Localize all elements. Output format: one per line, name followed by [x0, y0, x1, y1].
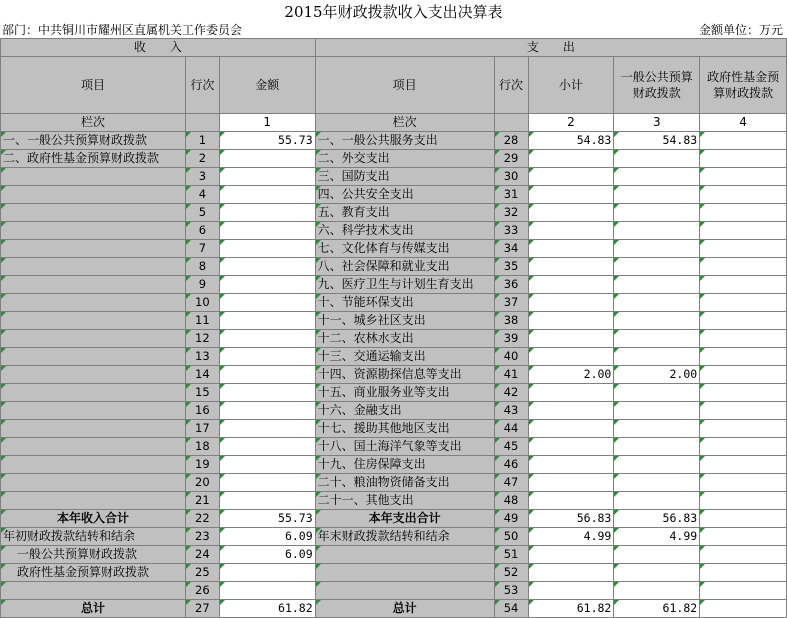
income-line-number: 3 [185, 168, 219, 186]
table-row [1, 474, 787, 492]
income-item-cell [1, 186, 186, 204]
income-item-cell [1, 258, 186, 276]
income-amount-cell [219, 474, 315, 492]
expense-general-cell: 2.00 [614, 366, 700, 384]
expense-item-cell: 二十一、其他支出 [315, 492, 494, 510]
income-amount-cell: 6.09 [219, 528, 315, 546]
expense-item-cell [315, 546, 494, 564]
table-row [1, 150, 787, 168]
income-item-cell [1, 474, 186, 492]
expense-line-number: 43 [494, 402, 528, 420]
income-line-number: 11 [185, 312, 219, 330]
column-index-row [1, 114, 787, 132]
table-row [1, 456, 787, 474]
expense-subtotal-cell [528, 312, 614, 330]
expense-subtotal-cell [528, 474, 614, 492]
income-amount-cell [219, 348, 315, 366]
income-amount-cell [219, 402, 315, 420]
expense-line-number: 50 [494, 528, 528, 546]
expense-item-cell: 四、公共安全支出 [315, 186, 494, 204]
income-amount-cell: 55.73 [219, 510, 315, 528]
expense-general-cell [614, 492, 700, 510]
income-line-number: 10 [185, 294, 219, 312]
expense-fund-cell [700, 582, 787, 600]
expense-fund-cell [700, 366, 787, 384]
expense-line-number: 39 [494, 330, 528, 348]
expense-subtotal-cell [528, 294, 614, 312]
income-item-cell [1, 204, 186, 222]
expense-line-number: 44 [494, 420, 528, 438]
income-line-number: 9 [185, 276, 219, 294]
expense-general-cell [614, 420, 700, 438]
expense-subtotal-cell: 2.00 [528, 366, 614, 384]
income-line-number: 7 [185, 240, 219, 258]
expense-item-cell: 八、社会保障和就业支出 [315, 258, 494, 276]
expense-subtotal-cell [528, 150, 614, 168]
expense-subtotal-cell [528, 168, 614, 186]
table-row [1, 528, 787, 546]
expense-item-cell: 九、医疗卫生与计划生育支出 [315, 276, 494, 294]
expense-general-cell [614, 564, 700, 582]
income-line-number: 14 [185, 366, 219, 384]
expense-line-header: 行次 [494, 57, 528, 114]
income-item-cell [1, 330, 186, 348]
expense-line-number: 54 [494, 600, 528, 618]
table-row [1, 258, 787, 276]
expense-line-number: 47 [494, 474, 528, 492]
expense-subtotal-cell [528, 456, 614, 474]
expense-fund-cell [700, 258, 787, 276]
income-line-number: 27 [185, 600, 219, 618]
expense-section-header: 支 出 [315, 39, 786, 57]
table-row [1, 510, 787, 528]
income-amount-cell [219, 420, 315, 438]
income-item-cell [1, 276, 186, 294]
expense-item-cell: 十七、援助其他地区支出 [315, 420, 494, 438]
expense-general-cell [614, 222, 700, 240]
section-header-row [1, 39, 787, 57]
income-section-header: 收 入 [1, 39, 316, 57]
table-row [1, 132, 787, 150]
expense-item-cell: 总计 [315, 600, 494, 618]
table-row [1, 204, 787, 222]
expense-fund-cell [700, 168, 787, 186]
expense-general-cell: 61.82 [614, 600, 700, 618]
table-row [1, 294, 787, 312]
expense-line-number: 51 [494, 546, 528, 564]
expense-fund-cell [700, 420, 787, 438]
income-line-number: 20 [185, 474, 219, 492]
expense-item-cell: 二十、粮油物资储备支出 [315, 474, 494, 492]
table-row [1, 402, 787, 420]
income-amount-cell [219, 240, 315, 258]
column-index-3: 3 [614, 114, 700, 132]
expense-general-cell [614, 402, 700, 420]
expense-fund-cell [700, 186, 787, 204]
expense-item-cell: 十三、交通运输支出 [315, 348, 494, 366]
table-row [1, 492, 787, 510]
expense-fund-cell [700, 528, 787, 546]
income-line-number: 26 [185, 582, 219, 600]
expense-fund-cell [700, 438, 787, 456]
general-budget-header: 一般公共预算财政拨款 [614, 57, 700, 114]
amount-unit-label: 金额单位：万元 [698, 23, 783, 37]
column-header-row [1, 57, 787, 114]
expense-fund-cell [700, 510, 787, 528]
expense-general-cell [614, 276, 700, 294]
department-label: 部门：中共铜川市耀州区直属机关工作委员会 [2, 23, 243, 37]
income-amount-cell [219, 384, 315, 402]
expense-item-cell: 六、科学技术支出 [315, 222, 494, 240]
expense-fund-cell [700, 474, 787, 492]
expense-fund-cell [700, 294, 787, 312]
expense-item-cell: 十五、商业服务业等支出 [315, 384, 494, 402]
income-amount-cell [219, 294, 315, 312]
expense-fund-cell [700, 492, 787, 510]
expense-fund-cell [700, 348, 787, 366]
expense-item-cell: 十一、城乡社区支出 [315, 312, 494, 330]
expense-item-cell: 十八、国土海洋气象等支出 [315, 438, 494, 456]
income-amount-cell [219, 258, 315, 276]
income-item-cell [1, 294, 186, 312]
expense-item-cell: 十四、资源勘探信息等支出 [315, 366, 494, 384]
income-line-number: 15 [185, 384, 219, 402]
table-row [1, 186, 787, 204]
expense-general-cell [614, 240, 700, 258]
expense-subtotal-cell [528, 492, 614, 510]
expense-fund-cell [700, 456, 787, 474]
expense-subtotal-cell [528, 582, 614, 600]
income-item-cell [1, 402, 186, 420]
income-item-cell [1, 420, 186, 438]
expense-general-cell [614, 438, 700, 456]
income-item-cell [1, 312, 186, 330]
expense-general-cell: 4.99 [614, 528, 700, 546]
income-amount-cell [219, 186, 315, 204]
expense-fund-cell [700, 150, 787, 168]
expense-line-number: 35 [494, 258, 528, 276]
income-line-number: 21 [185, 492, 219, 510]
expense-fund-cell [700, 384, 787, 402]
table-row [1, 330, 787, 348]
expense-item-cell: 七、文化体育与传媒支出 [315, 240, 494, 258]
table-row [1, 564, 787, 582]
expense-subtotal-cell [528, 222, 614, 240]
expense-item-cell: 十二、农林水支出 [315, 330, 494, 348]
income-item-cell [1, 222, 186, 240]
table-row [1, 240, 787, 258]
expense-line-number: 32 [494, 204, 528, 222]
expense-column-label: 栏次 [315, 114, 494, 132]
expense-line-number: 41 [494, 366, 528, 384]
fund-budget-header: 政府性基金预算财政拨款 [700, 57, 787, 114]
expense-subtotal-cell [528, 186, 614, 204]
income-line-number: 19 [185, 456, 219, 474]
expense-fund-cell [700, 600, 787, 618]
expense-fund-cell [700, 564, 787, 582]
expense-line-number: 33 [494, 222, 528, 240]
income-amount-header: 金额 [219, 57, 315, 114]
income-amount-cell [219, 492, 315, 510]
income-item-header: 项目 [1, 57, 186, 114]
expense-item-cell: 十九、住房保障支出 [315, 456, 494, 474]
income-item-cell [1, 348, 186, 366]
income-amount-cell [219, 456, 315, 474]
expense-item-cell [315, 564, 494, 582]
expense-general-cell [614, 150, 700, 168]
income-line-number: 25 [185, 564, 219, 582]
expense-line-number: 29 [494, 150, 528, 168]
table-row [1, 384, 787, 402]
expense-subtotal-cell: 56.83 [528, 510, 614, 528]
expense-item-cell: 年末财政拨款结转和结余 [315, 528, 494, 546]
table-row [1, 276, 787, 294]
expense-subtotal-cell [528, 564, 614, 582]
income-amount-cell [219, 438, 315, 456]
expense-fund-cell [700, 132, 787, 150]
expense-subtotal-cell [528, 420, 614, 438]
income-amount-cell [219, 222, 315, 240]
expense-line-number: 46 [494, 456, 528, 474]
expense-general-cell [614, 582, 700, 600]
income-line-number: 8 [185, 258, 219, 276]
table-row [1, 168, 787, 186]
income-item-cell: 二、政府性基金预算财政拨款 [1, 150, 186, 168]
income-amount-cell [219, 366, 315, 384]
expense-line-number: 36 [494, 276, 528, 294]
income-line-number: 6 [185, 222, 219, 240]
income-column-label: 栏次 [1, 114, 186, 132]
income-item-cell [1, 384, 186, 402]
expense-general-cell [614, 312, 700, 330]
expense-line-number: 34 [494, 240, 528, 258]
income-amount-cell [219, 150, 315, 168]
expense-fund-cell [700, 312, 787, 330]
income-amount-cell [219, 330, 315, 348]
expense-subtotal-cell [528, 330, 614, 348]
income-amount-cell [219, 168, 315, 186]
expense-fund-cell [700, 546, 787, 564]
expense-line-number: 38 [494, 312, 528, 330]
expense-general-cell: 54.83 [614, 132, 700, 150]
expense-subtotal-cell [528, 384, 614, 402]
income-amount-cell [219, 204, 315, 222]
income-line-number: 4 [185, 186, 219, 204]
report-title: 2015年财政拨款收入支出决算表 [284, 3, 503, 21]
income-item-cell: 一、一般公共预算财政拨款 [1, 132, 186, 150]
expense-general-cell [614, 204, 700, 222]
income-line-header: 行次 [185, 57, 219, 114]
income-item-cell [1, 438, 186, 456]
expense-general-cell [614, 546, 700, 564]
expense-line-number: 31 [494, 186, 528, 204]
expense-line-number: 52 [494, 564, 528, 582]
income-amount-cell [219, 276, 315, 294]
expense-fund-cell [700, 240, 787, 258]
table-row [1, 312, 787, 330]
income-amount-cell: 6.09 [219, 546, 315, 564]
column-index-4: 4 [700, 114, 787, 132]
expense-item-cell: 三、国防支出 [315, 168, 494, 186]
expense-item-cell: 本年支出合计 [315, 510, 494, 528]
expense-general-cell [614, 456, 700, 474]
income-item-cell [1, 240, 186, 258]
income-item-cell [1, 168, 186, 186]
table-row [1, 348, 787, 366]
expense-fund-cell [700, 222, 787, 240]
expense-item-cell [315, 582, 494, 600]
expense-subtotal-cell: 61.82 [528, 600, 614, 618]
income-line-number: 18 [185, 438, 219, 456]
expense-fund-cell [700, 276, 787, 294]
income-line-number: 22 [185, 510, 219, 528]
expense-subtotal-cell: 4.99 [528, 528, 614, 546]
income-amount-cell: 55.73 [219, 132, 315, 150]
expense-item-cell: 一、一般公共服务支出 [315, 132, 494, 150]
expense-line-number: 49 [494, 510, 528, 528]
expense-general-cell [614, 168, 700, 186]
expense-general-cell [614, 294, 700, 312]
column-index-2: 2 [528, 114, 614, 132]
table-row [1, 222, 787, 240]
expense-fund-cell [700, 402, 787, 420]
income-line-number: 1 [185, 132, 219, 150]
expense-subtotal-cell [528, 546, 614, 564]
expense-line-number: 42 [494, 384, 528, 402]
expense-subtotal-cell [528, 438, 614, 456]
table-row [1, 546, 787, 564]
expense-general-cell [614, 258, 700, 276]
expense-general-cell [614, 474, 700, 492]
expense-subtotal-cell [528, 402, 614, 420]
expense-fund-cell [700, 330, 787, 348]
expense-item-cell: 五、教育支出 [315, 204, 494, 222]
expense-item-header: 项目 [315, 57, 494, 114]
expense-subtotal-cell [528, 276, 614, 294]
expense-general-cell: 56.83 [614, 510, 700, 528]
table-row [1, 582, 787, 600]
income-amount-cell [219, 312, 315, 330]
expense-line-number: 30 [494, 168, 528, 186]
expense-item-cell: 十、节能环保支出 [315, 294, 494, 312]
income-item-cell: 一般公共预算财政拨款 [1, 546, 186, 564]
expense-subtotal-cell [528, 258, 614, 276]
income-amount-cell [219, 582, 315, 600]
income-line-number: 23 [185, 528, 219, 546]
table-row [1, 420, 787, 438]
income-amount-cell: 61.82 [219, 600, 315, 618]
subtotal-header: 小计 [528, 57, 614, 114]
income-line-number: 17 [185, 420, 219, 438]
income-line-number: 13 [185, 348, 219, 366]
income-item-cell [1, 582, 186, 600]
table-row [1, 438, 787, 456]
income-line-number: 5 [185, 204, 219, 222]
column-index-1: 1 [219, 114, 315, 132]
income-item-cell: 年初财政拨款结转和结余 [1, 528, 186, 546]
table-row [1, 366, 787, 384]
income-line-number: 12 [185, 330, 219, 348]
expense-line-number: 40 [494, 348, 528, 366]
expense-line-number: 53 [494, 582, 528, 600]
income-item-cell [1, 366, 186, 384]
table-row [1, 600, 787, 618]
expense-item-cell: 十六、金融支出 [315, 402, 494, 420]
expense-fund-cell [700, 204, 787, 222]
expense-line-number: 45 [494, 438, 528, 456]
expense-line-number: 28 [494, 132, 528, 150]
expense-subtotal-cell [528, 348, 614, 366]
income-item-cell [1, 456, 186, 474]
expense-general-cell [614, 330, 700, 348]
expense-general-cell [614, 384, 700, 402]
expense-subtotal-cell [528, 240, 614, 258]
expense-line-number: 48 [494, 492, 528, 510]
income-item-cell [1, 492, 186, 510]
income-item-cell: 本年收入合计 [1, 510, 186, 528]
expense-subtotal-cell: 54.83 [528, 132, 614, 150]
income-line-number: 16 [185, 402, 219, 420]
income-line-number: 24 [185, 546, 219, 564]
expense-item-cell: 二、外交支出 [315, 150, 494, 168]
income-line-number: 2 [185, 150, 219, 168]
expense-subtotal-cell [528, 204, 614, 222]
income-amount-cell [219, 564, 315, 582]
income-item-cell: 总计 [1, 600, 186, 618]
fiscal-table [0, 38, 787, 618]
expense-general-cell [614, 186, 700, 204]
expense-line-number: 37 [494, 294, 528, 312]
expense-general-cell [614, 348, 700, 366]
income-item-cell: 政府性基金预算财政拨款 [1, 564, 186, 582]
